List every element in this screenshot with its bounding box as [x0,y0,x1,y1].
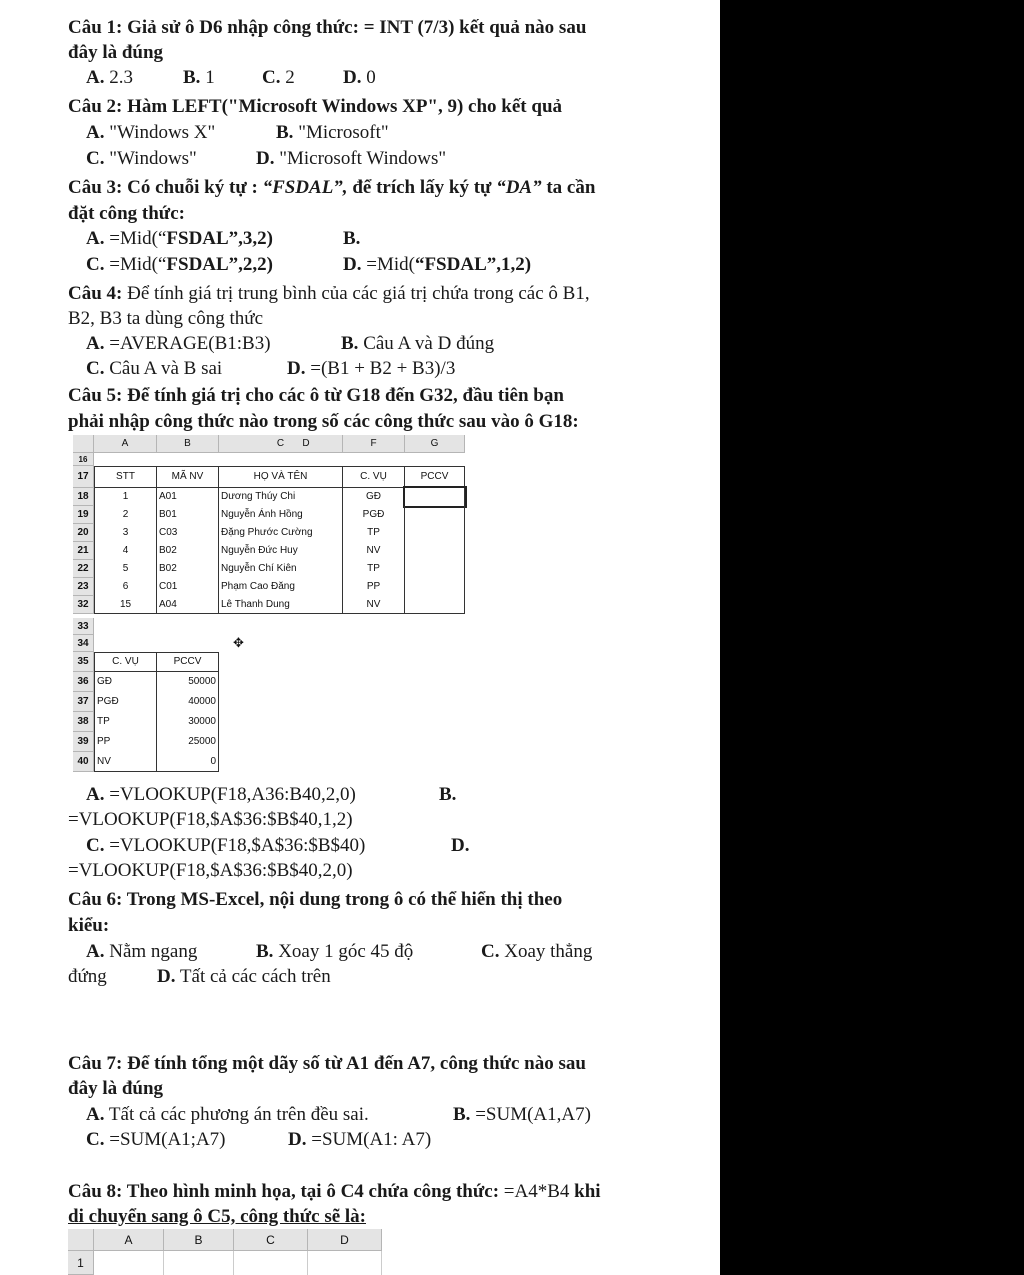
row-number: 16 [73,453,94,466]
q3-option-b: B. [343,228,361,249]
q5-option-c: C. =VLOOKUP(F18,$A$36:$B$40) [86,835,366,856]
row-number: 19 [73,506,94,524]
cell-ho-ten: Phạm Cao Đăng [219,578,343,596]
col-header-c: C [219,435,343,453]
cell-ho-ten: Đặng Phước Cường [219,524,343,542]
cell-c1 [234,1251,308,1275]
q2-option-b: B. "Microsoft" [276,122,389,143]
q3-line2: đặt công thức: [68,203,185,224]
cell-chuc-vu: PGĐ [343,506,405,524]
cell-chuc-vu: NV [343,542,405,560]
q6-option-c-continued: đứng [68,966,107,987]
q2-option-a: A. "Windows X" [86,122,216,143]
q4-option-b: B. Câu A và D đúng [341,333,495,354]
table-header-pccv: PCCV [405,466,465,488]
row-number: 1 [68,1251,94,1275]
corner-cell [68,1229,94,1251]
row-number: 40 [73,752,94,772]
q4-option-d: D. =(B1 + B2 + B3)/3 [287,358,456,379]
col-header-d: D [308,1229,382,1251]
lookup-cell-chuc-vu: PP [94,732,157,752]
q7-option-c: C. =SUM(A1;A7) [86,1129,226,1150]
cell-a1 [94,1251,164,1275]
q4-option-c: C. Câu A và B sai [86,358,223,379]
lookup-cell-pccv: 40000 [157,692,219,712]
row-number: 18 [73,488,94,506]
q4-line1: Câu 4: Để tính giá trị trung bình của các giá trị chứa trong các ô B1, [68,283,590,304]
lookup-cell-chuc-vu: PGĐ [94,692,157,712]
cell-stt: 1 [94,488,157,506]
q6-option-d: D. Tất cả các cách trên [157,966,331,987]
lookup-cell-pccv: 0 [157,752,219,772]
row-number: 37 [73,692,94,712]
row-number: 20 [73,524,94,542]
q1-option-d: D. 0 [343,67,376,88]
col-header-b: B [157,435,219,453]
q8-line2: di chuyển sang ô C5, công thức sẽ là: [68,1206,367,1227]
row-number: 35 [73,652,94,672]
q6-option-a: A. Nằm ngang [86,941,198,962]
q6-line2: kiểu: [68,915,110,936]
q1-option-b: B. 1 [183,67,215,88]
cell-chuc-vu: NV [343,596,405,614]
col-header-a: A [94,1229,164,1251]
cell-pccv [405,560,465,578]
cell-ma-nv: C03 [157,524,219,542]
row-number: 21 [73,542,94,560]
q1-option-c: C. 2 [262,67,295,88]
cell-stt: 3 [94,524,157,542]
table-header-ho-ten: HỌ VÀ TÊN [219,466,343,488]
q4-option-a: A. =AVERAGE(B1:B3) [86,333,271,354]
q3-line1: Câu 3: Có chuỗi ký tự : “FSDAL”, để trích lấy ký tự “DA” ta cần [68,177,596,198]
q5-option-b-text: =VLOOKUP(F18,$A$36:$B$40,1,2) [68,809,353,830]
lookup-cell-pccv: 50000 [157,672,219,692]
cell-stt: 15 [94,596,157,614]
cell-pccv [405,596,465,614]
row-number: 32 [73,596,94,614]
cell-ma-nv: A01 [157,488,219,506]
row-number: 17 [73,466,94,488]
row-number: 36 [73,672,94,692]
cell-stt: 2 [94,506,157,524]
table-header-ma-nv: MÃ NV [157,466,219,488]
lookup-cell-pccv: 25000 [157,732,219,752]
q2-option-c: C. "Windows" [86,148,197,169]
q5-option-d: D. [451,835,470,856]
cell-chuc-vu: TP [343,524,405,542]
row-number: 39 [73,732,94,752]
cell-b1 [164,1251,234,1275]
cell-ma-nv: A04 [157,596,219,614]
q5-option-a: A. =VLOOKUP(F18,A36:B40,2,0) [86,784,356,805]
q5-line1: Câu 5: Để tính giá trị cho các ô từ G18 đến G32, đầu tiên bạn [68,385,564,406]
cell-ho-ten: Dương Thúy Chi [219,488,343,506]
col-header-g: G [405,435,465,453]
cell-d1 [308,1251,382,1275]
corner-cell [73,435,94,453]
cell-chuc-vu: PP [343,578,405,596]
q8-line1: Câu 8: Theo hình minh họa, tại ô C4 chứa công thức: =A4*B4 khi [68,1181,601,1202]
cell-ho-ten: Nguyễn Ánh Hồng [219,506,343,524]
cell-ho-ten: Nguyễn Đức Huy [219,542,343,560]
cell-pccv [405,542,465,560]
q6-option-c: C. Xoay thẳng [481,941,593,962]
cell-chuc-vu: GĐ [343,488,405,506]
q3-option-c: C. =Mid(“FSDAL”,2,2) [86,254,274,275]
lookup-cell-chuc-vu: NV [94,752,157,772]
q7-line2: đây là đúng [68,1078,164,1099]
cell-ma-nv: B02 [157,542,219,560]
row-number: 22 [73,560,94,578]
cell-stt: 5 [94,560,157,578]
col-header-d: D [269,435,343,453]
q1-line2: đây là đúng [68,42,164,63]
q6-line1: Câu 6: Trong MS-Excel, nội dung trong ô có thể hiển thị theo [68,889,563,910]
lookup-cell-pccv: 30000 [157,712,219,732]
cell-stt: 6 [94,578,157,596]
cell-ho-ten: Nguyễn Chí Kiên [219,560,343,578]
cell-stt: 4 [94,542,157,560]
spreadsheet-snippet [68,1229,382,1275]
q2-line1: Câu 2: Hàm LEFT("Microsoft Windows XP", 9) cho kết quả [68,96,563,117]
q5-line2: phải nhập công thức nào trong số các công thức sau vào ô G18: [68,411,579,432]
q1-option-a: A. 2.3 [86,67,133,88]
cell-ma-nv: B01 [157,506,219,524]
cell-pccv [405,506,465,524]
row-number: 38 [73,712,94,732]
col-header-b: B [164,1229,234,1251]
lookup-header-chuc-vu: C. VỤ [94,652,157,672]
lookup-cell-chuc-vu: GĐ [94,672,157,692]
lookup-header-pccv: PCCV [157,652,219,672]
cell-ma-nv: C01 [157,578,219,596]
cell-ho-ten: Lê Thanh Dung [219,596,343,614]
q5-option-d-text: =VLOOKUP(F18,$A$36:$B$40,2,0) [68,860,353,881]
row-number: 34 [73,635,94,652]
row-number: 33 [73,618,94,635]
col-header-a: A [94,435,157,453]
q7-line1: Câu 7: Để tính tổng một dãy số từ A1 đến A7, công thức nào sau [68,1053,586,1074]
table-header-stt: STT [94,466,157,488]
q2-option-d: D. "Microsoft Windows" [256,148,447,169]
cursor-icon: ✥ [233,635,244,650]
lookup-cell-chuc-vu: TP [94,712,157,732]
q3-option-a: A. =Mid(“FSDAL”,3,2) [86,228,274,249]
cell-pccv [405,578,465,596]
spreadsheet-screenshot [73,435,465,775]
table-header-chuc-vu: C. VỤ [343,466,405,488]
cell-chuc-vu: TP [343,560,405,578]
cell-pccv [405,488,465,506]
q6-option-b: B. Xoay 1 góc 45 độ [256,941,414,962]
q4-line2: B2, B3 ta dùng công thức [68,308,264,329]
q7-option-a: A. Tất cả các phương án trên đều sai. [86,1104,369,1125]
q7-option-d: D. =SUM(A1: A7) [288,1129,432,1150]
q1-line1: Câu 1: Giả sử ô D6 nhập công thức: = INT (7/3) kết quả nào sau [68,17,587,38]
cell-pccv [405,524,465,542]
row-number: 23 [73,578,94,596]
col-header-c: C [234,1229,308,1251]
col-header-f: F [343,435,405,453]
q3-option-d: D. =Mid(“FSDAL”,1,2) [343,254,532,275]
q7-option-b: B. =SUM(A1,A7) [453,1104,591,1125]
cell-ma-nv: B02 [157,560,219,578]
q5-option-b: B. [439,784,457,805]
